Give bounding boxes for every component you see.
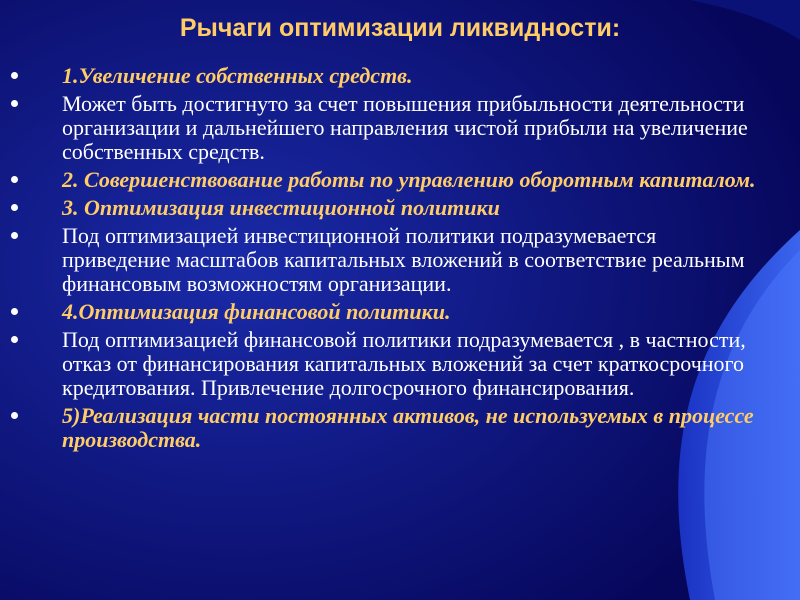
- bullet-list: [8, 64, 758, 456]
- bullet-dot-icon: [11, 204, 18, 211]
- bullet-dot-icon: [11, 336, 18, 343]
- bullet-dot-icon: [11, 72, 18, 79]
- bullet-text-heading: 3. Оптимизация инвестиционной политики: [62, 195, 500, 220]
- bullet-dot-icon: [11, 100, 18, 107]
- bullet-item-7: [8, 328, 758, 400]
- bullet-dot-icon: [11, 412, 18, 419]
- bullet-item-5: [8, 224, 758, 296]
- bullet-text-heading: 1.Увеличение собственных средств.: [62, 63, 413, 88]
- bullet-item-6: [8, 300, 758, 324]
- bullet-text-body: Под оптимизацией инвестиционной политики подразумевается приведение масштабов капитальных вложений в соответствие реальным финансовым возможностям организации.: [62, 223, 745, 296]
- bullet-text-body: Может быть достигнуто за счет повышения прибыльности деятельности организации и дальнейшего направления чистой прибыли на увеличение собственных средств.: [62, 91, 748, 164]
- bullet-dot-icon: [11, 176, 18, 183]
- bullet-item-2: [8, 92, 758, 164]
- bullet-text-heading: 4.Оптимизация финансовой политики.: [62, 299, 451, 324]
- bullet-item-3: [8, 168, 758, 192]
- bullet-text-heading: 5)Реализация части постоянных активов, не используемых в процессе производства.: [62, 403, 754, 452]
- bullet-item-1: [8, 64, 758, 88]
- bullet-item-4: [8, 196, 758, 220]
- bullet-item-8: [8, 404, 758, 452]
- bullet-text-heading: 2. Совершенствование работы по управлению оборотным капиталом.: [62, 167, 756, 192]
- bullet-dot-icon: [11, 308, 18, 315]
- bullet-text-body: Под оптимизацией финансовой политики подразумевается , в частности, отказ от финансирования капитальных вложений за счет краткосрочного кредитования. Привлечение долгосрочного финансирования.: [62, 327, 746, 400]
- bullet-dot-icon: [11, 232, 18, 239]
- slide-title: Рычаги оптимизации ликвидности:: [179, 14, 621, 42]
